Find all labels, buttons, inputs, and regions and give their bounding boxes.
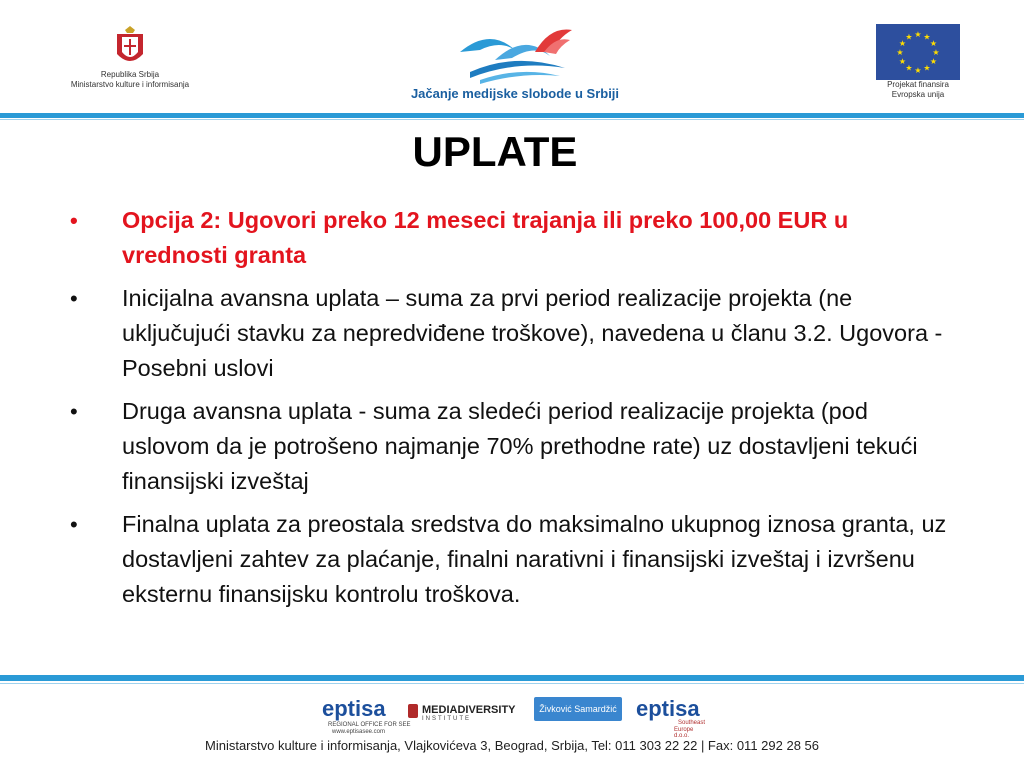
bullet-text: Finalna uplata za preostala sredstva do maksimalno ukupnog iznosa granta, uz dostavljeni zahtev za plaćanje, finalni narativni i finansijski izveštaj i izvršenu eksternu finansijsku kontrolu troškova.	[122, 511, 947, 607]
eptisa-regional-logo: eptisa	[322, 696, 386, 721]
bullet-text: Druga avansna uplata - suma za sledeći period realizacije projekta (pod uslovom da je potrošeno najmanje 70% prethodne rate) uz dostavljeni tekući finansijski izveštaj	[122, 398, 918, 494]
svg-text:★: ★	[929, 57, 938, 66]
media-diversity-logo: MEDIADIVERSITY INSTITUTE	[422, 704, 516, 722]
mdi-person-icon	[408, 704, 418, 718]
svg-text:★: ★	[905, 32, 913, 42]
bullet-list	[70, 203, 960, 620]
serbia-ministry-logo	[60, 24, 200, 108]
svg-text:★: ★	[905, 63, 913, 73]
zivkovic-samardzic-logo: Živković Samardžić	[534, 697, 622, 721]
bullet-item-initial-payment	[70, 281, 960, 386]
serbia-logo-line1: Republika Srbija	[100, 70, 160, 79]
slide-title: UPLATE	[412, 128, 578, 175]
bullet-item-option	[70, 203, 960, 273]
svg-text:★: ★	[932, 48, 940, 57]
bullet-text: Inicijalna avansna uplata – suma za prvi period realizacije projekta (ne uključujući stavku za nepredviđene troškove), navedena u članu 3.2. Ugovora - Posebni uslovi	[122, 285, 943, 381]
eptisa-see-sub1: Southeast	[678, 720, 706, 726]
bullet-marker: •	[70, 399, 78, 424]
svg-text:★: ★	[929, 39, 938, 48]
header-divider-thin	[0, 119, 1024, 120]
eu-funding-logo	[872, 24, 964, 108]
project-logo	[400, 22, 630, 108]
footer-divider	[0, 675, 1024, 681]
eu-flag-icon	[876, 24, 960, 80]
eptisa-regional-sub2: www.eptisasee.com	[332, 729, 386, 735]
project-logo-caption: Jačanje medijske slobode u Srbiji	[410, 86, 620, 101]
header-divider	[0, 113, 1024, 118]
svg-text:★: ★	[898, 39, 907, 48]
eu-logo-line2: Evropska unija	[891, 90, 945, 99]
slide-header	[0, 0, 1024, 112]
serbia-logo-line2: Ministarstvo kulture i informisanja	[70, 80, 190, 89]
eptisa-see-logo: eptisa	[636, 696, 700, 721]
eu-logo-line1: Projekat finansira	[887, 80, 949, 89]
bird-wave-logo-icon	[440, 22, 590, 84]
footer-divider-thin	[0, 683, 1024, 684]
partner-logos	[300, 694, 706, 739]
svg-text:★: ★	[914, 30, 922, 39]
bullet-marker: •	[70, 286, 78, 311]
bullet-marker: •	[70, 208, 78, 233]
svg-text:★: ★	[898, 57, 907, 66]
svg-text:★: ★	[914, 66, 922, 75]
svg-text:★: ★	[896, 48, 904, 57]
bullet-item-second-payment	[70, 394, 960, 499]
eptisa-regional-sub1: REGIONAL OFFICE FOR SEE	[328, 722, 411, 728]
svg-text:★: ★	[923, 32, 931, 42]
bullet-marker: •	[70, 512, 78, 537]
serbian-coat-of-arms-icon	[113, 24, 147, 70]
eptisa-see-sub2: Europe d.o.o.	[674, 727, 694, 739]
footer-contact: Ministarstvo kulture i informisanja, Vlajkovićeva 3, Beograd, Srbija, Tel: 011 303 22 22 | Fax: 011 292 28 56	[205, 738, 819, 753]
svg-text:★: ★	[923, 63, 931, 73]
bullet-item-final-payment	[70, 507, 960, 612]
bullet-text: Opcija 2: Ugovori preko 12 meseci trajanja ili preko 100,00 EUR u vrednosti granta	[122, 207, 849, 268]
